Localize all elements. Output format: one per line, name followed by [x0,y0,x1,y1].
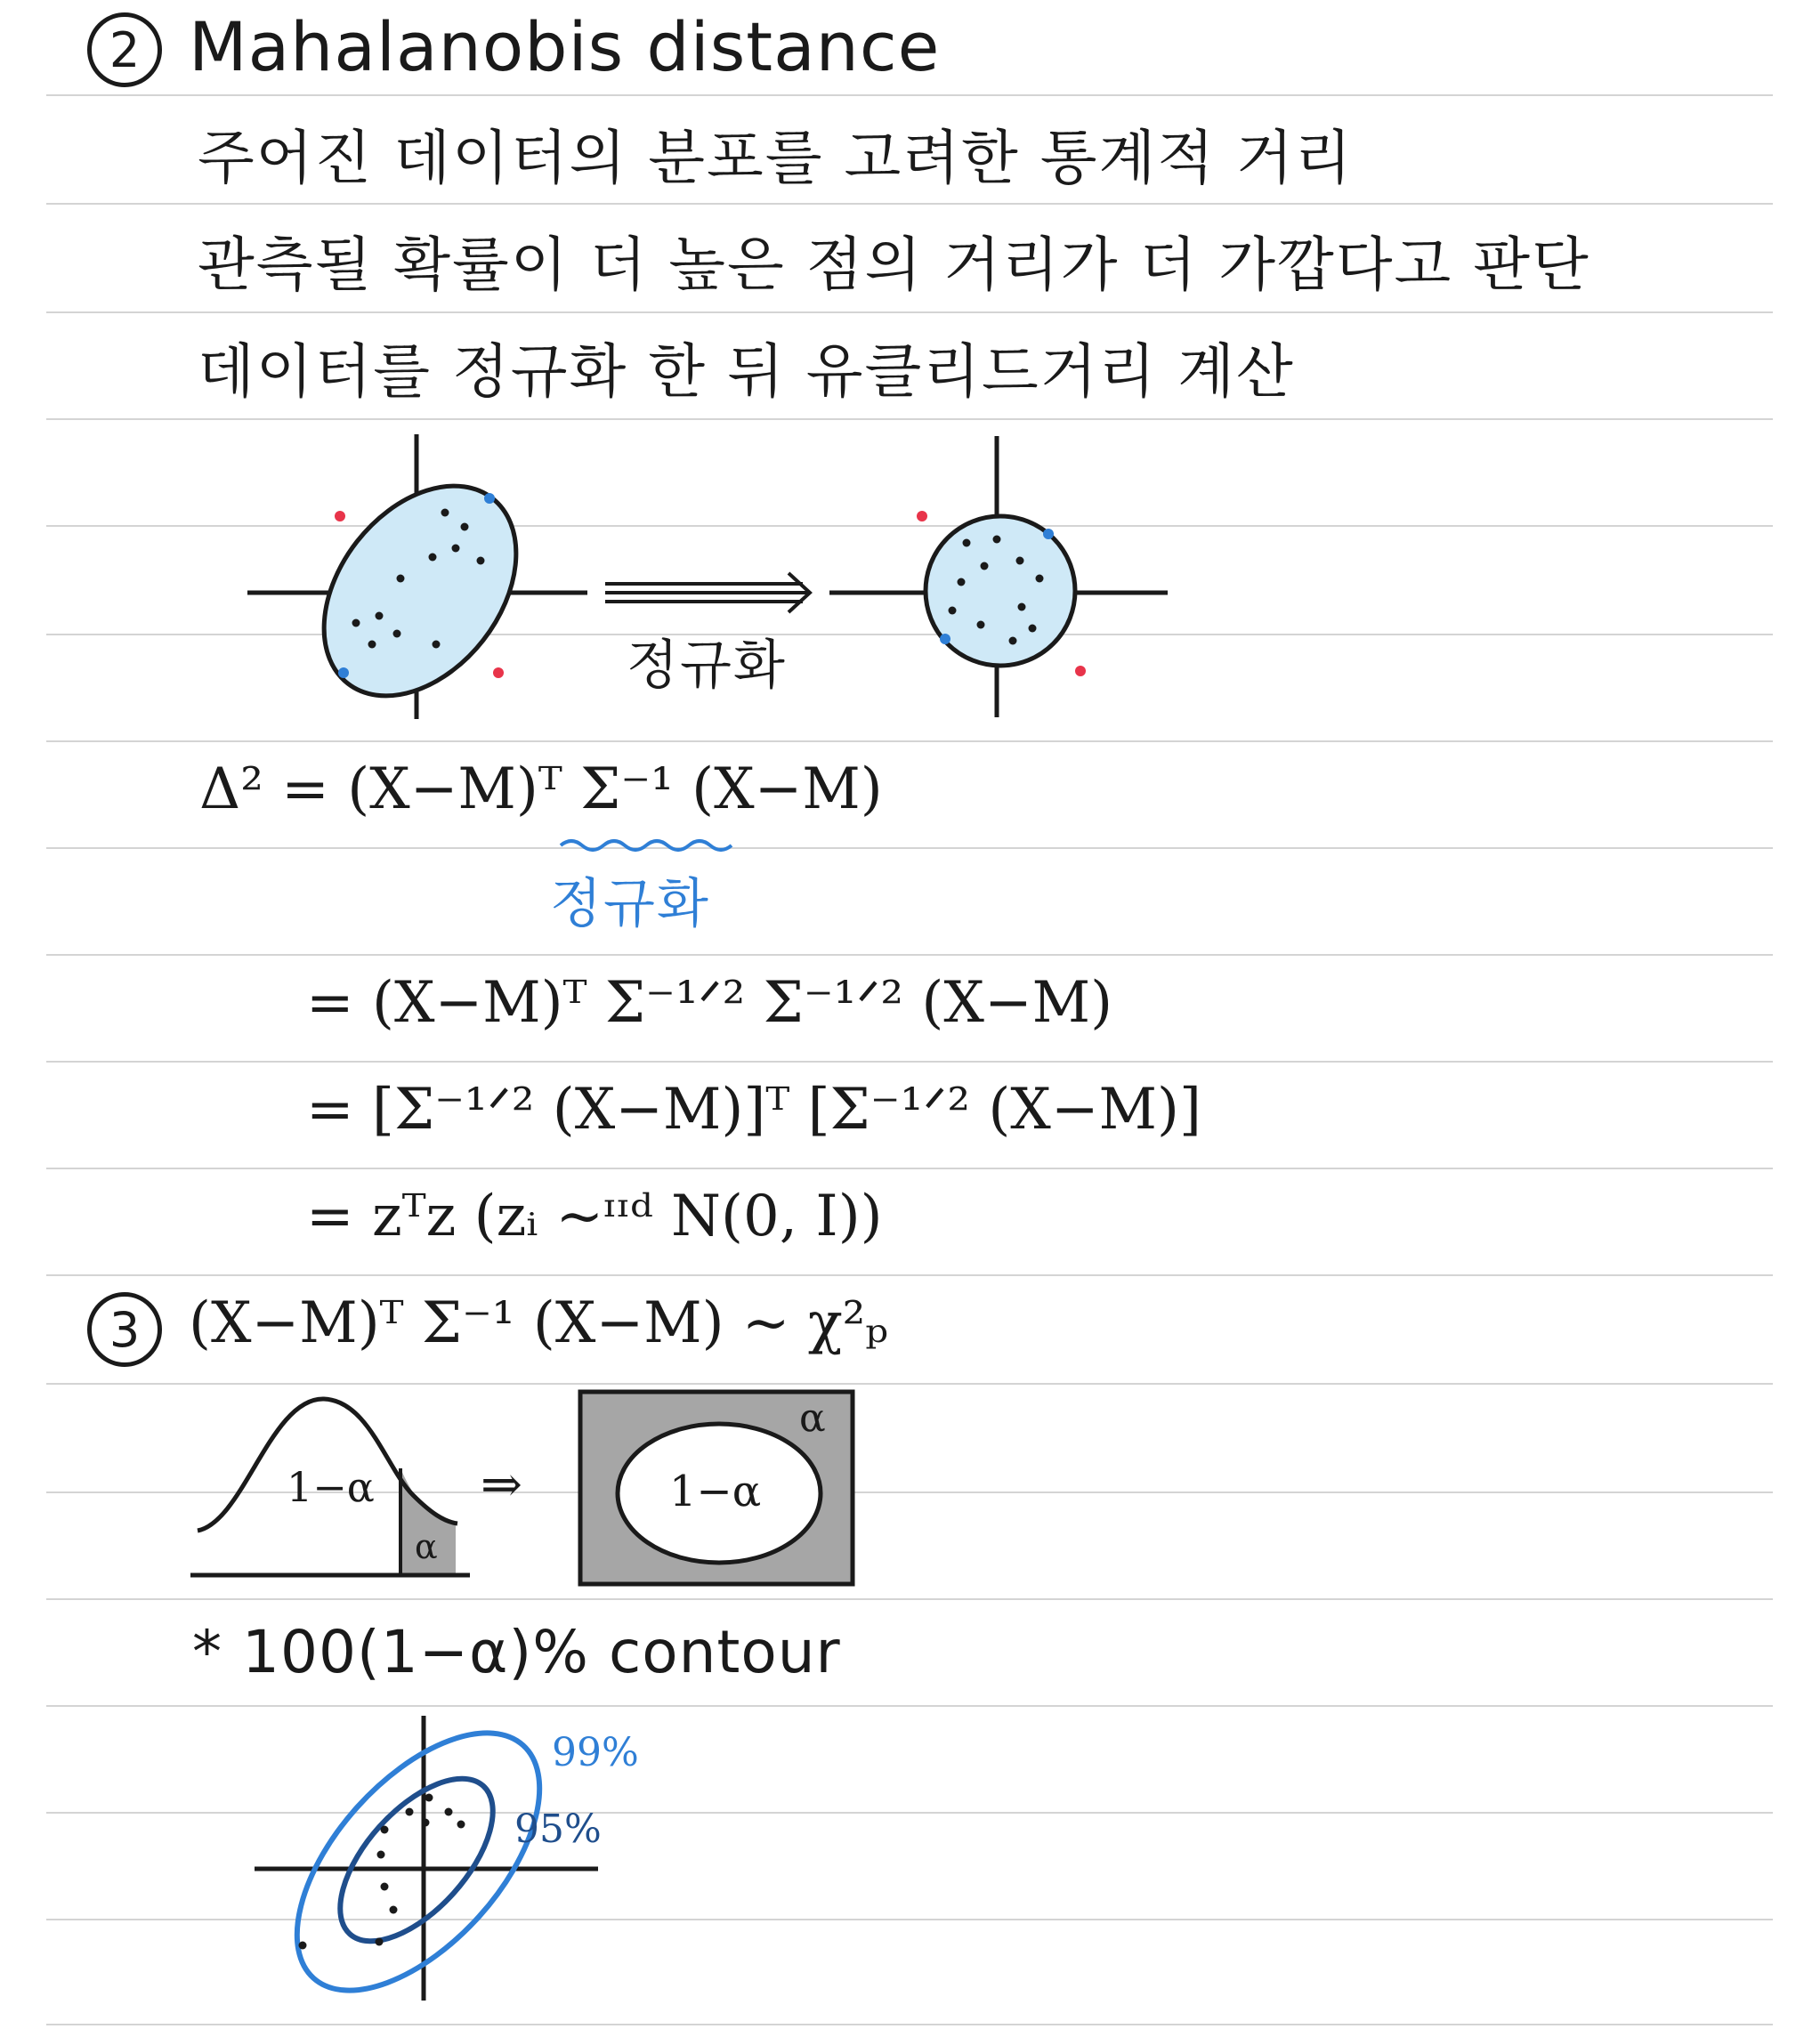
contour-99 [253,1691,584,2029]
rule-line [46,954,1773,956]
arrow-label: 정규화 [627,635,787,697]
mahalanobis-formula: Δ² = (X−M)ᵀ Σ⁻¹ (X−M) [199,756,883,822]
box-corner-label: α [799,1395,826,1441]
right-edge-point [1043,529,1054,539]
derivation-line-1: = (X−M)ᵀ Σ⁻¹ᐟ² Σ⁻¹ᐟ² (X−M) [306,970,1113,1036]
rule-line [46,203,1773,205]
contour-99-label: 99% [552,1730,639,1775]
rule-line [46,1274,1773,1276]
rule-line [46,847,1773,849]
derivation-line-2: = [Σ⁻¹ᐟ² (X−M)]ᵀ [Σ⁻¹ᐟ² (X−M)] [306,1077,1201,1143]
derivation-line-3: = zᵀz (zᵢ ~ᶦᶦᵈ N(0, I)) [306,1184,883,1249]
right-outlier-point [917,511,927,521]
formula-note: 정규화 [550,873,710,935]
left-outlier-point [493,667,504,678]
rule-line [46,1168,1773,1169]
normalization-diagram [231,427,1477,730]
rule-line [46,94,1773,96]
right-outlier-point [1075,666,1086,676]
left-edge-point [484,493,495,504]
curve-inner-label: 1−α [287,1463,375,1511]
section-number-2: 2 [87,12,162,87]
rule-line [46,418,1773,420]
contour-95-label: 95% [514,1807,602,1852]
left-outlier-point [335,511,345,521]
contour-95 [312,1752,520,1967]
contour-note: * 100(1−α)% contour [192,1618,841,1686]
curve-tail-label: α [415,1527,438,1566]
implies-arrow: ⇒ [481,1456,522,1514]
right-edge-point [940,634,950,644]
description-line-3: 데이터를 정규화 한 뒤 유클리드거리 계산 [198,337,1295,406]
section-title: Mahalanobis distance [189,7,941,86]
description-line-1: 주어진 데이터의 분포를 고려한 통계적 거리 [198,124,1354,192]
chi-square-formula: (X−M)ᵀ Σ⁻¹ (X−M) ~ χ²ₚ [189,1290,888,1356]
contour-data-points [299,1794,465,1950]
rule-line [46,1061,1773,1063]
formula-underline [557,835,735,861]
transform-arrow [605,573,810,612]
box-inner-label: 1−α [669,1467,762,1516]
section-number-3: 3 [87,1292,162,1367]
rule-line [46,2024,1773,2025]
description-line-2: 관측될 확률이 더 높은 점의 거리가 더 가깝다고 판단 [198,230,1590,299]
left-edge-point [338,667,349,678]
rule-line [46,740,1773,742]
rule-line [46,1598,1773,1600]
rule-line [46,311,1773,313]
rule-line [46,1705,1773,1707]
rule-line [46,1383,1773,1385]
